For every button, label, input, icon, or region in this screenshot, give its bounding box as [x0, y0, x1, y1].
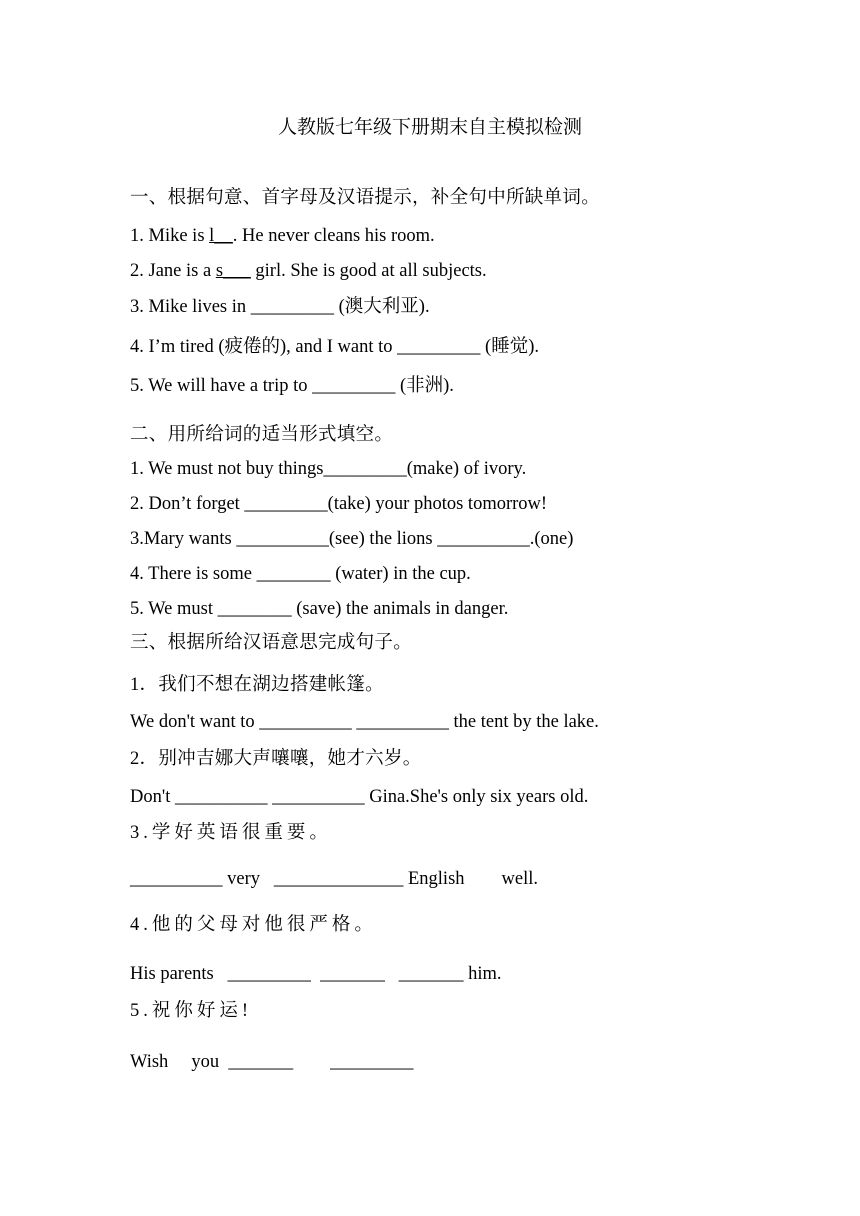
section1-heading: 一、根据句意、首字母及汉语提示，补全句中所缺单词。	[130, 188, 601, 208]
section1-item-3: 3. Mike lives in _________ (澳大利亚).	[130, 297, 430, 317]
section1-item-2	[130, 259, 487, 283]
section2-heading: 二、用所给词的适当形式填空。	[130, 425, 394, 445]
item-text: . He never cleans his room.	[232, 226, 435, 246]
section2-item-2: 2. Don’t forget _________(take) your photos tomorrow!	[130, 494, 548, 514]
section3-answer-4: His parents _________ _______ _______ him.	[130, 964, 502, 984]
section1-item-5: 5. We will have a trip to _________ (非洲).	[130, 376, 454, 396]
item-text: 1. Mike is	[130, 226, 210, 246]
section3-answer-2: Don't __________ __________ Gina.She's only six years old.	[130, 787, 589, 807]
page-title: 人教版七年级下册期末自主模拟检测	[277, 117, 582, 138]
section3-answer-1: We don't want to __________ __________ the tent by the lake.	[130, 712, 599, 732]
answer-blank: l__	[209, 226, 233, 246]
section2-item-4: 4. There is some ________ (water) in the cup.	[130, 564, 471, 584]
section3-heading: 三、根据所给汉语意思完成句子。	[130, 633, 413, 653]
section3-answer-3: __________ very ______________ English well.	[130, 869, 539, 889]
section2-item-5: 5. We must ________ (save) the animals in danger.	[130, 599, 509, 619]
section3-prompt-2: 2．别冲吉娜大声嚷嚷，她才六岁。	[130, 749, 422, 769]
section1-item-1	[130, 224, 435, 248]
section2-item-3: 3.Mary wants __________(see) the lions __________.(one)	[130, 529, 574, 549]
section3-prompt-1: 1．我们不想在湖边搭建帐篷。	[130, 675, 384, 695]
item-text: 2. Jane is a	[130, 261, 216, 281]
section3-prompt-4: 4.他的父母对他很严格。	[130, 915, 377, 935]
item-text: girl. She is good at all subjects.	[250, 261, 487, 281]
section1-item-4: 4. I’m tired (疲倦的), and I want to _________ (睡觉).	[130, 337, 539, 357]
section2-item-1: 1. We must not buy things_________(make) of ivory.	[130, 459, 527, 479]
section3-prompt-5: 5.祝你好运!	[130, 1001, 253, 1021]
answer-blank: s___	[215, 261, 251, 281]
section3-answer-5: Wish you _______ _________	[130, 1052, 414, 1072]
section3-prompt-3: 3.学好英语很重要。	[130, 823, 332, 843]
